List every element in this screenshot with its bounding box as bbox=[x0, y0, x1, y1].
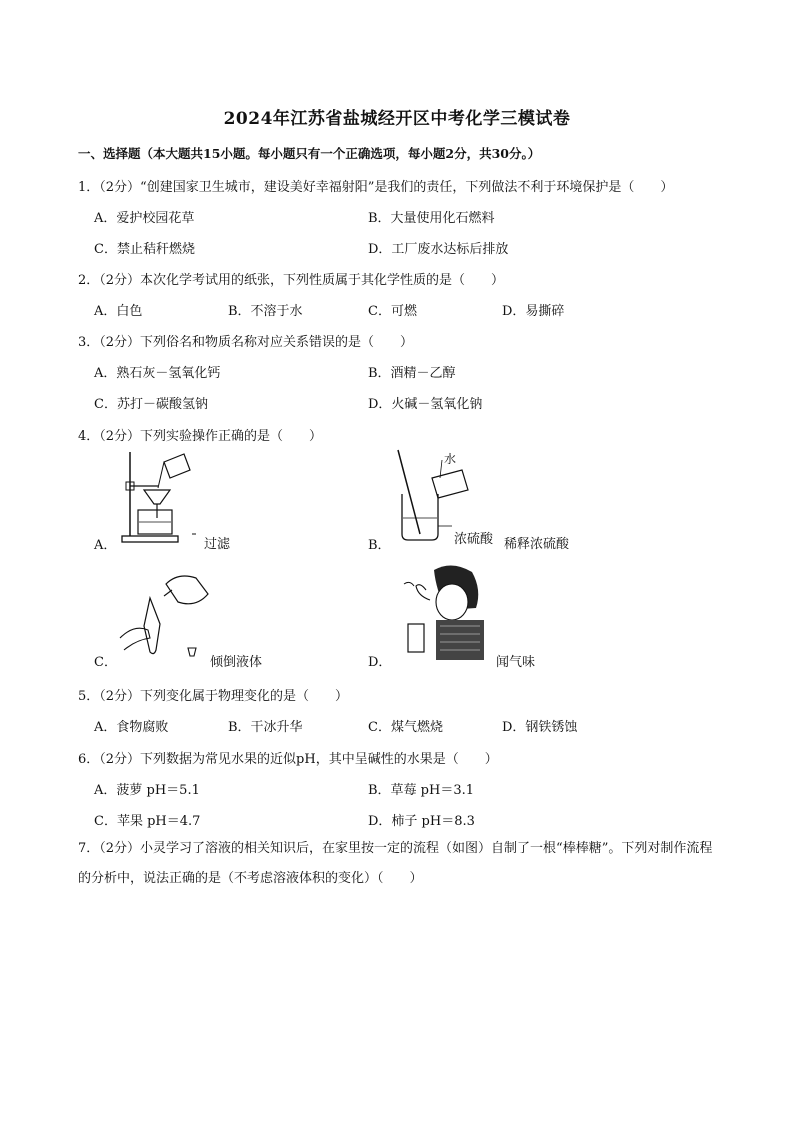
question-4-option-d[interactable]: D． bbox=[368, 655, 392, 670]
page-title: 2024年江苏省盐城经开区中考化学三模试卷 bbox=[223, 109, 571, 129]
question-5-stem: 5．（2分）下列变化属于物理变化的是（ ） bbox=[78, 689, 349, 704]
question-1-option-a[interactable]: A．爱护校园花草 bbox=[94, 211, 195, 226]
pouring-caption: 倾倒液体 bbox=[210, 655, 263, 670]
filtration-caption: 过滤 bbox=[204, 537, 231, 552]
question-2-option-a[interactable]: A．白色 bbox=[94, 304, 143, 319]
dilution-caption: 稀释浓硫酸 bbox=[504, 537, 570, 552]
question-6-option-a[interactable]: A．菠萝 pH＝5.1 bbox=[94, 783, 200, 798]
question-1-stem: 1．（2分）“创建国家卫生城市，建设美好幸福射阳”是我们的责任，下列做法不利于环境保护是（ ） bbox=[78, 180, 674, 195]
question-6-stem: 6．（2分）下列数据为常见水果的近似pH，其中呈碱性的水果是（ ） bbox=[78, 752, 498, 767]
question-6-option-b[interactable]: B．草莓 pH＝3.1 bbox=[368, 783, 475, 798]
acid-label: 浓硫酸 bbox=[454, 532, 494, 547]
question-4-stem: 4．（2分）下列实验操作正确的是（ ） bbox=[78, 429, 323, 444]
question-5-option-d[interactable]: D．钢铁锈蚀 bbox=[502, 720, 578, 735]
question-3-option-a[interactable]: A．熟石灰－氢氧化钙 bbox=[94, 366, 221, 381]
smelling-caption: 闻气味 bbox=[496, 655, 536, 670]
question-2-option-c[interactable]: C．可燃 bbox=[368, 304, 417, 319]
section-heading: 一、选择题（本大题共15小题。每小题只有一个正确选项，每小题2分，共30分。） bbox=[78, 146, 541, 161]
filtration-figure bbox=[116, 448, 206, 548]
question-1-option-d[interactable]: D．工厂废水达标后排放 bbox=[368, 242, 509, 257]
question-6-option-c[interactable]: C．苹果 pH＝4.7 bbox=[94, 814, 201, 829]
question-4-option-a[interactable]: A． bbox=[94, 538, 117, 553]
question-3-stem: 3．（2分）下列俗名和物质名称对应关系错误的是（ ） bbox=[78, 335, 414, 350]
question-5-option-a[interactable]: A．食物腐败 bbox=[94, 720, 169, 735]
question-3-option-d[interactable]: D．火碱－氢氧化钠 bbox=[368, 397, 483, 412]
question-4-option-c[interactable]: C． bbox=[94, 655, 117, 670]
pouring-figure bbox=[116, 564, 216, 660]
smelling-figure bbox=[396, 560, 488, 660]
water-label: 水 bbox=[444, 452, 457, 466]
question-2-stem: 2．（2分）本次化学考试用的纸张，下列性质属于其化学性质的是（ ） bbox=[78, 273, 505, 288]
question-3-option-c[interactable]: C．苏打－碳酸氢钠 bbox=[94, 397, 208, 412]
question-3-option-b[interactable]: B．酒精－乙醇 bbox=[368, 366, 456, 381]
question-6-option-d[interactable]: D．柿子 pH＝8.3 bbox=[368, 814, 475, 829]
question-2-option-d[interactable]: D．易撕碎 bbox=[502, 304, 565, 319]
question-4-option-b[interactable]: B． bbox=[368, 538, 391, 553]
question-5-option-b[interactable]: B．干冰升华 bbox=[228, 720, 303, 735]
question-7-stem: 7．（2分）小灵学习了溶液的相关知识后，在家里按一定的流程（如图）自制了一根“棒棒糖”。下列对制作流程的分析中，说法正确的是（不考虑溶液体积的变化）（ ） bbox=[78, 841, 713, 886]
question-5-option-c[interactable]: C．煤气燃烧 bbox=[368, 720, 443, 735]
question-1-option-b[interactable]: B．大量使用化石燃料 bbox=[368, 211, 495, 226]
question-1-option-c[interactable]: C．禁止秸秆燃烧 bbox=[94, 242, 195, 257]
question-2-option-b[interactable]: B．不溶于水 bbox=[228, 304, 303, 319]
